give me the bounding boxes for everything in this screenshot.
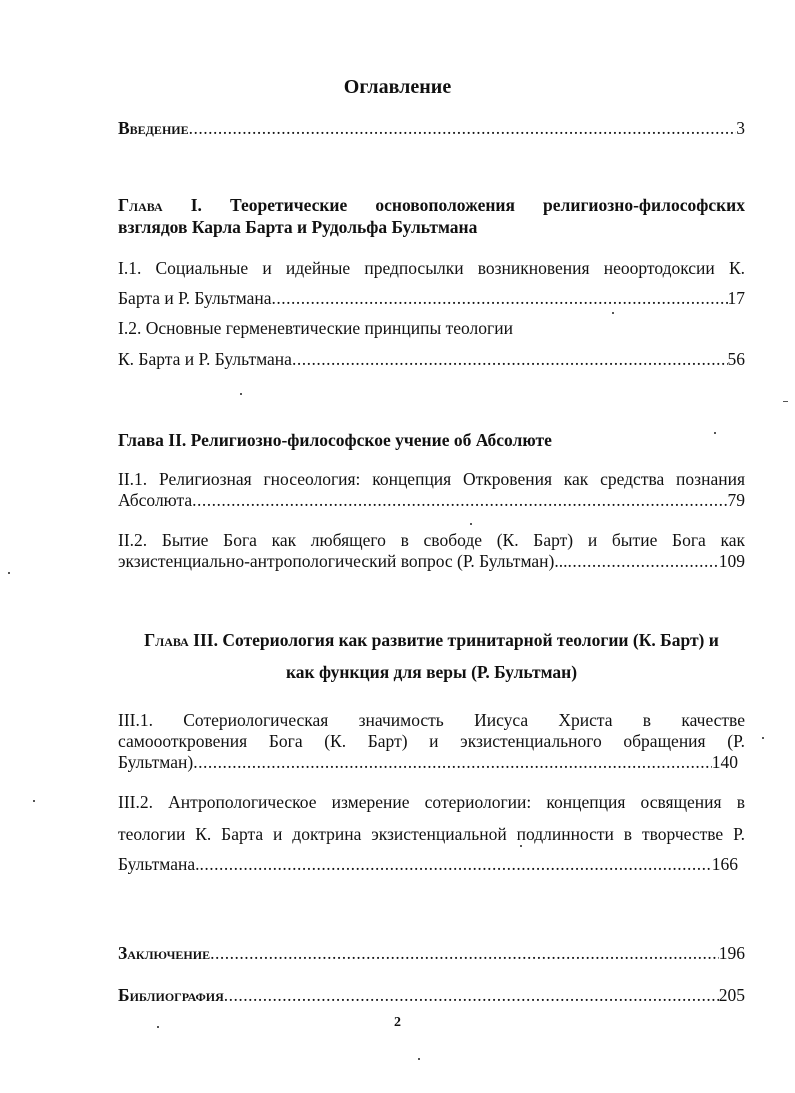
toc-entry-introduction[interactable]	[118, 117, 745, 139]
toc-label: экзистенциально-антропологический вопрос (Р. Бультман)...	[118, 551, 568, 571]
toc-page-number: 205	[718, 985, 745, 1005]
toc-leader-dots	[292, 348, 728, 370]
section-2-2-line-1[interactable]: II.2. Бытие Бога как любящего в свободе (К. Барт) и бытие Бога как	[118, 530, 745, 550]
toc-label: Бультмана.	[118, 854, 200, 874]
section-1-1-line-1[interactable]: I.1. Социальные и идейные предпосылки возникновения неоортодоксии К.	[118, 258, 745, 278]
scan-speck	[714, 432, 716, 434]
toc-leader-dots	[189, 117, 737, 139]
toc-label: Введение	[118, 118, 189, 138]
scan-speck	[33, 800, 35, 802]
scan-speck	[520, 845, 522, 847]
scan-speck	[612, 312, 614, 314]
chapter-label: Глава I.	[118, 195, 202, 215]
toc-page-number: 109	[718, 551, 745, 571]
scan-speck	[470, 523, 472, 525]
chapter-title-line-1: Сотериология как развитие тринитарной теологии (К. Барт) и	[222, 630, 719, 650]
section-3-1-line-2: самоооткровения Бога (К. Барт) и экзистенциального обращения (Р.	[118, 731, 745, 751]
toc-entry-section-2-2[interactable]	[118, 550, 745, 572]
section-3-2-line-1[interactable]: III.2. Антропологическое измерение сотериологии: концепция освящения в	[118, 792, 745, 812]
scan-speck	[783, 401, 788, 402]
chapter-2-heading[interactable]: Глава II. Религиозно-философское учение об Абсолюте	[118, 430, 552, 450]
toc-page-number: 140	[711, 752, 738, 772]
chapter-label: Глава III.	[144, 630, 218, 650]
page-title: Оглавление	[343, 76, 452, 98]
toc-leader-dots	[272, 287, 728, 309]
chapter-1-heading[interactable]	[118, 194, 745, 216]
section-3-1-line-1[interactable]: III.1. Сотериологическая значимость Иисуса Христа в качестве	[118, 710, 745, 730]
toc-entry-section-1-2[interactable]	[118, 348, 745, 370]
chapter-title-line-1: Теоретические основоположения религиозно-философских	[230, 195, 745, 215]
scan-speck	[240, 393, 242, 395]
toc-leader-dots	[192, 489, 727, 511]
toc-label: Бультман)	[118, 752, 194, 772]
toc-entry-section-2-1[interactable]	[118, 489, 745, 511]
toc-page-number: 166	[711, 854, 738, 874]
toc-entry-section-3-2[interactable]	[118, 853, 738, 875]
section-1-2-line-1[interactable]: I.2. Основные герменевтические принципы теологии	[118, 318, 513, 338]
toc-leader-dots	[210, 942, 719, 964]
toc-page-number: 79	[727, 490, 745, 510]
toc-entry-bibliography[interactable]	[118, 984, 745, 1006]
toc-label: Библиография	[118, 985, 224, 1005]
chapter-title-line-2: взглядов Карла Барта и Рудольфа Бультмана	[118, 217, 478, 237]
chapter-3-heading[interactable]	[118, 629, 745, 651]
toc-label: Абсолюта	[118, 490, 193, 510]
scan-speck	[157, 1026, 159, 1028]
toc-leader-dots	[568, 550, 719, 572]
scan-speck	[762, 737, 764, 739]
toc-entry-section-1-1[interactable]	[118, 287, 745, 309]
toc-leader-dots	[224, 984, 719, 1006]
chapter-title-line-2: как функция для веры (Р. Бультман)	[285, 662, 578, 682]
toc-page-number: 17	[727, 288, 745, 308]
toc-page-number: 3	[736, 118, 745, 138]
toc-page-number: 56	[727, 349, 745, 369]
section-3-2-line-2: теологии К. Барта и доктрина экзистенциальной подлинности в творчестве Р.	[118, 824, 745, 844]
toc-page-number: 196	[718, 943, 745, 963]
scan-speck	[418, 1058, 420, 1060]
toc-label: Заключение	[118, 943, 211, 963]
scan-speck	[8, 572, 10, 574]
page-number: 2	[394, 1015, 401, 1030]
toc-label: К. Барта и Р. Бультмана	[118, 349, 292, 369]
toc-entry-conclusion[interactable]	[118, 942, 745, 964]
toc-label: Барта и Р. Бультмана	[118, 288, 272, 308]
section-2-1-line-1[interactable]: II.1. Религиозная гносеология: концепция Откровения как средства познания	[118, 469, 745, 489]
toc-leader-dots	[200, 853, 712, 875]
toc-entry-section-3-1[interactable]	[118, 751, 738, 773]
toc-leader-dots	[193, 751, 712, 773]
